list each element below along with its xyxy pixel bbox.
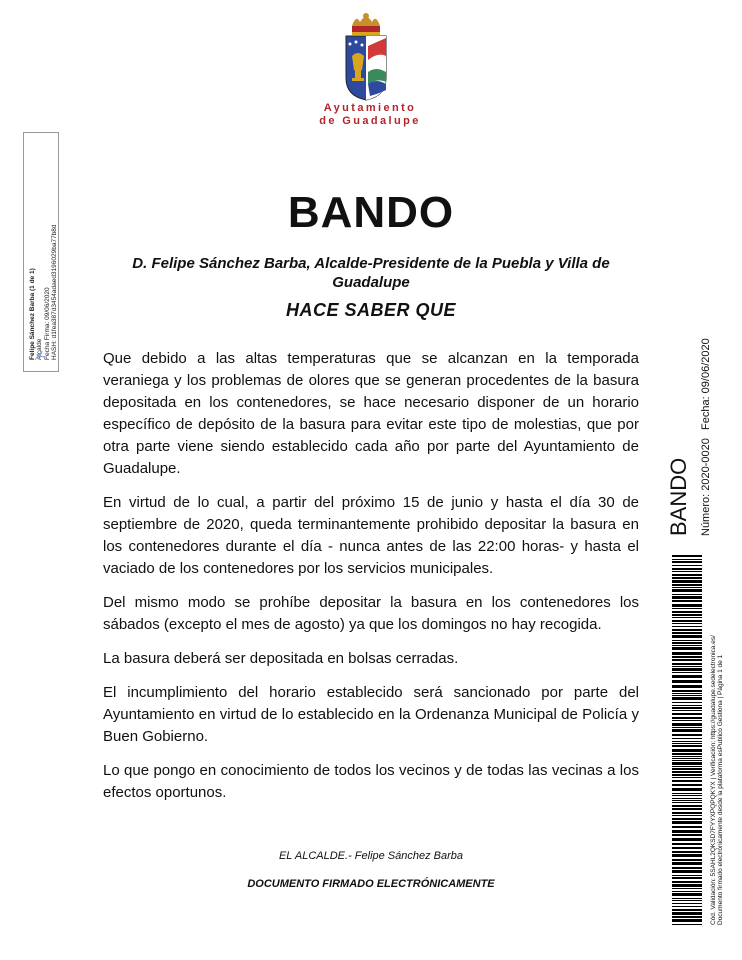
organization-name-line1: Ayutamiento	[323, 102, 417, 114]
platform-note: Documento firmado electrónicamente desde la plataforma esPublico Gestiona | Página 1 de 1	[717, 654, 725, 925]
hace-saber-heading: HACE SABER QUE	[285, 300, 457, 320]
signer-name: Felipe Sánchez Barba (1 de 1)	[29, 268, 36, 360]
document-body	[103, 348, 639, 816]
coat-of-arms-logo	[338, 12, 394, 104]
electronically-signed-note: DOCUMENTO FIRMADO ELECTRÓNICAMENTE	[247, 878, 495, 890]
document-title: BANDO	[287, 188, 455, 237]
organization-name-line2: de Guadalupe	[319, 115, 421, 127]
document-subtitle: D. Felipe Sánchez Barba, Alcalde-Presidente de la Puebla y Villa de Guadalupe	[132, 255, 610, 291]
barcode-icon	[672, 555, 702, 925]
signature-mark-icon	[33, 348, 51, 362]
organization-name	[290, 102, 450, 128]
signature-stamp-text	[29, 224, 59, 360]
stamp-bando: BANDO	[666, 457, 691, 536]
crown-icon	[352, 13, 380, 35]
signature-hash: HASH: d1fea387d3454adaed3196029ba77b8d	[51, 224, 59, 360]
body-paragraph: Que debido a las altas temperaturas que se alcanzan en la temporada veraniega y los problemas de olores que se generan procedentes de la basura depositada en los contenedores, se hace necesario disponer de un horario específico de depósito de la basura para evitar este tipo de molestias, que por otra parte viene siendo establecido cada año por parte del Ayuntamiento de Guadalupe.	[103, 350, 639, 477]
body-paragraph: La basura deberá ser depositada en bolsas cerradas.	[103, 650, 459, 667]
body-paragraph: En virtud de lo cual, a partir del próximo 15 de junio y hasta el día 30 de septiembre de 2020, queda terminantemente prohibido depositar la basura en los contenedores durante el día - nunca antes de las 22:00 horas- y hasta el vaciado de los contenedores por los servicios municipales.	[103, 494, 639, 577]
signature-date: Fecha Firma: 09/06/2020	[43, 287, 51, 360]
body-paragraph: El incumplimiento del horario establecido será sancionado por parte del Ayuntamiento en virtud de lo establecido en la Ordenanza Municipal de Policía y Buen Gobierno.	[103, 684, 639, 745]
body-paragraph: Del mismo modo se prohíbe depositar la basura en los contenedores los sábados (excepto el mes de agosto) ya que los domingos no hay recogida.	[103, 594, 639, 633]
stamp-numero: Número: 2020-0020	[700, 438, 712, 536]
stamp-fecha: Fecha: 09/06/2020	[700, 338, 712, 430]
body-paragraph: Lo que pongo en conocimiento de todos los vecinos y de todas las vecinas a los efectos oportunos.	[103, 762, 639, 801]
stamp-verification	[710, 635, 724, 925]
verification-code: Cód. Validación: 5SAHL2QKSD7FYYXPQPQKYX | Verificación: https://guadalupe.sedelectronica.es/	[710, 635, 717, 925]
signer-role: Alcalde	[36, 338, 44, 360]
mayor-signature-line: EL ALCALDE.- Felipe Sánchez Barba	[278, 850, 464, 862]
